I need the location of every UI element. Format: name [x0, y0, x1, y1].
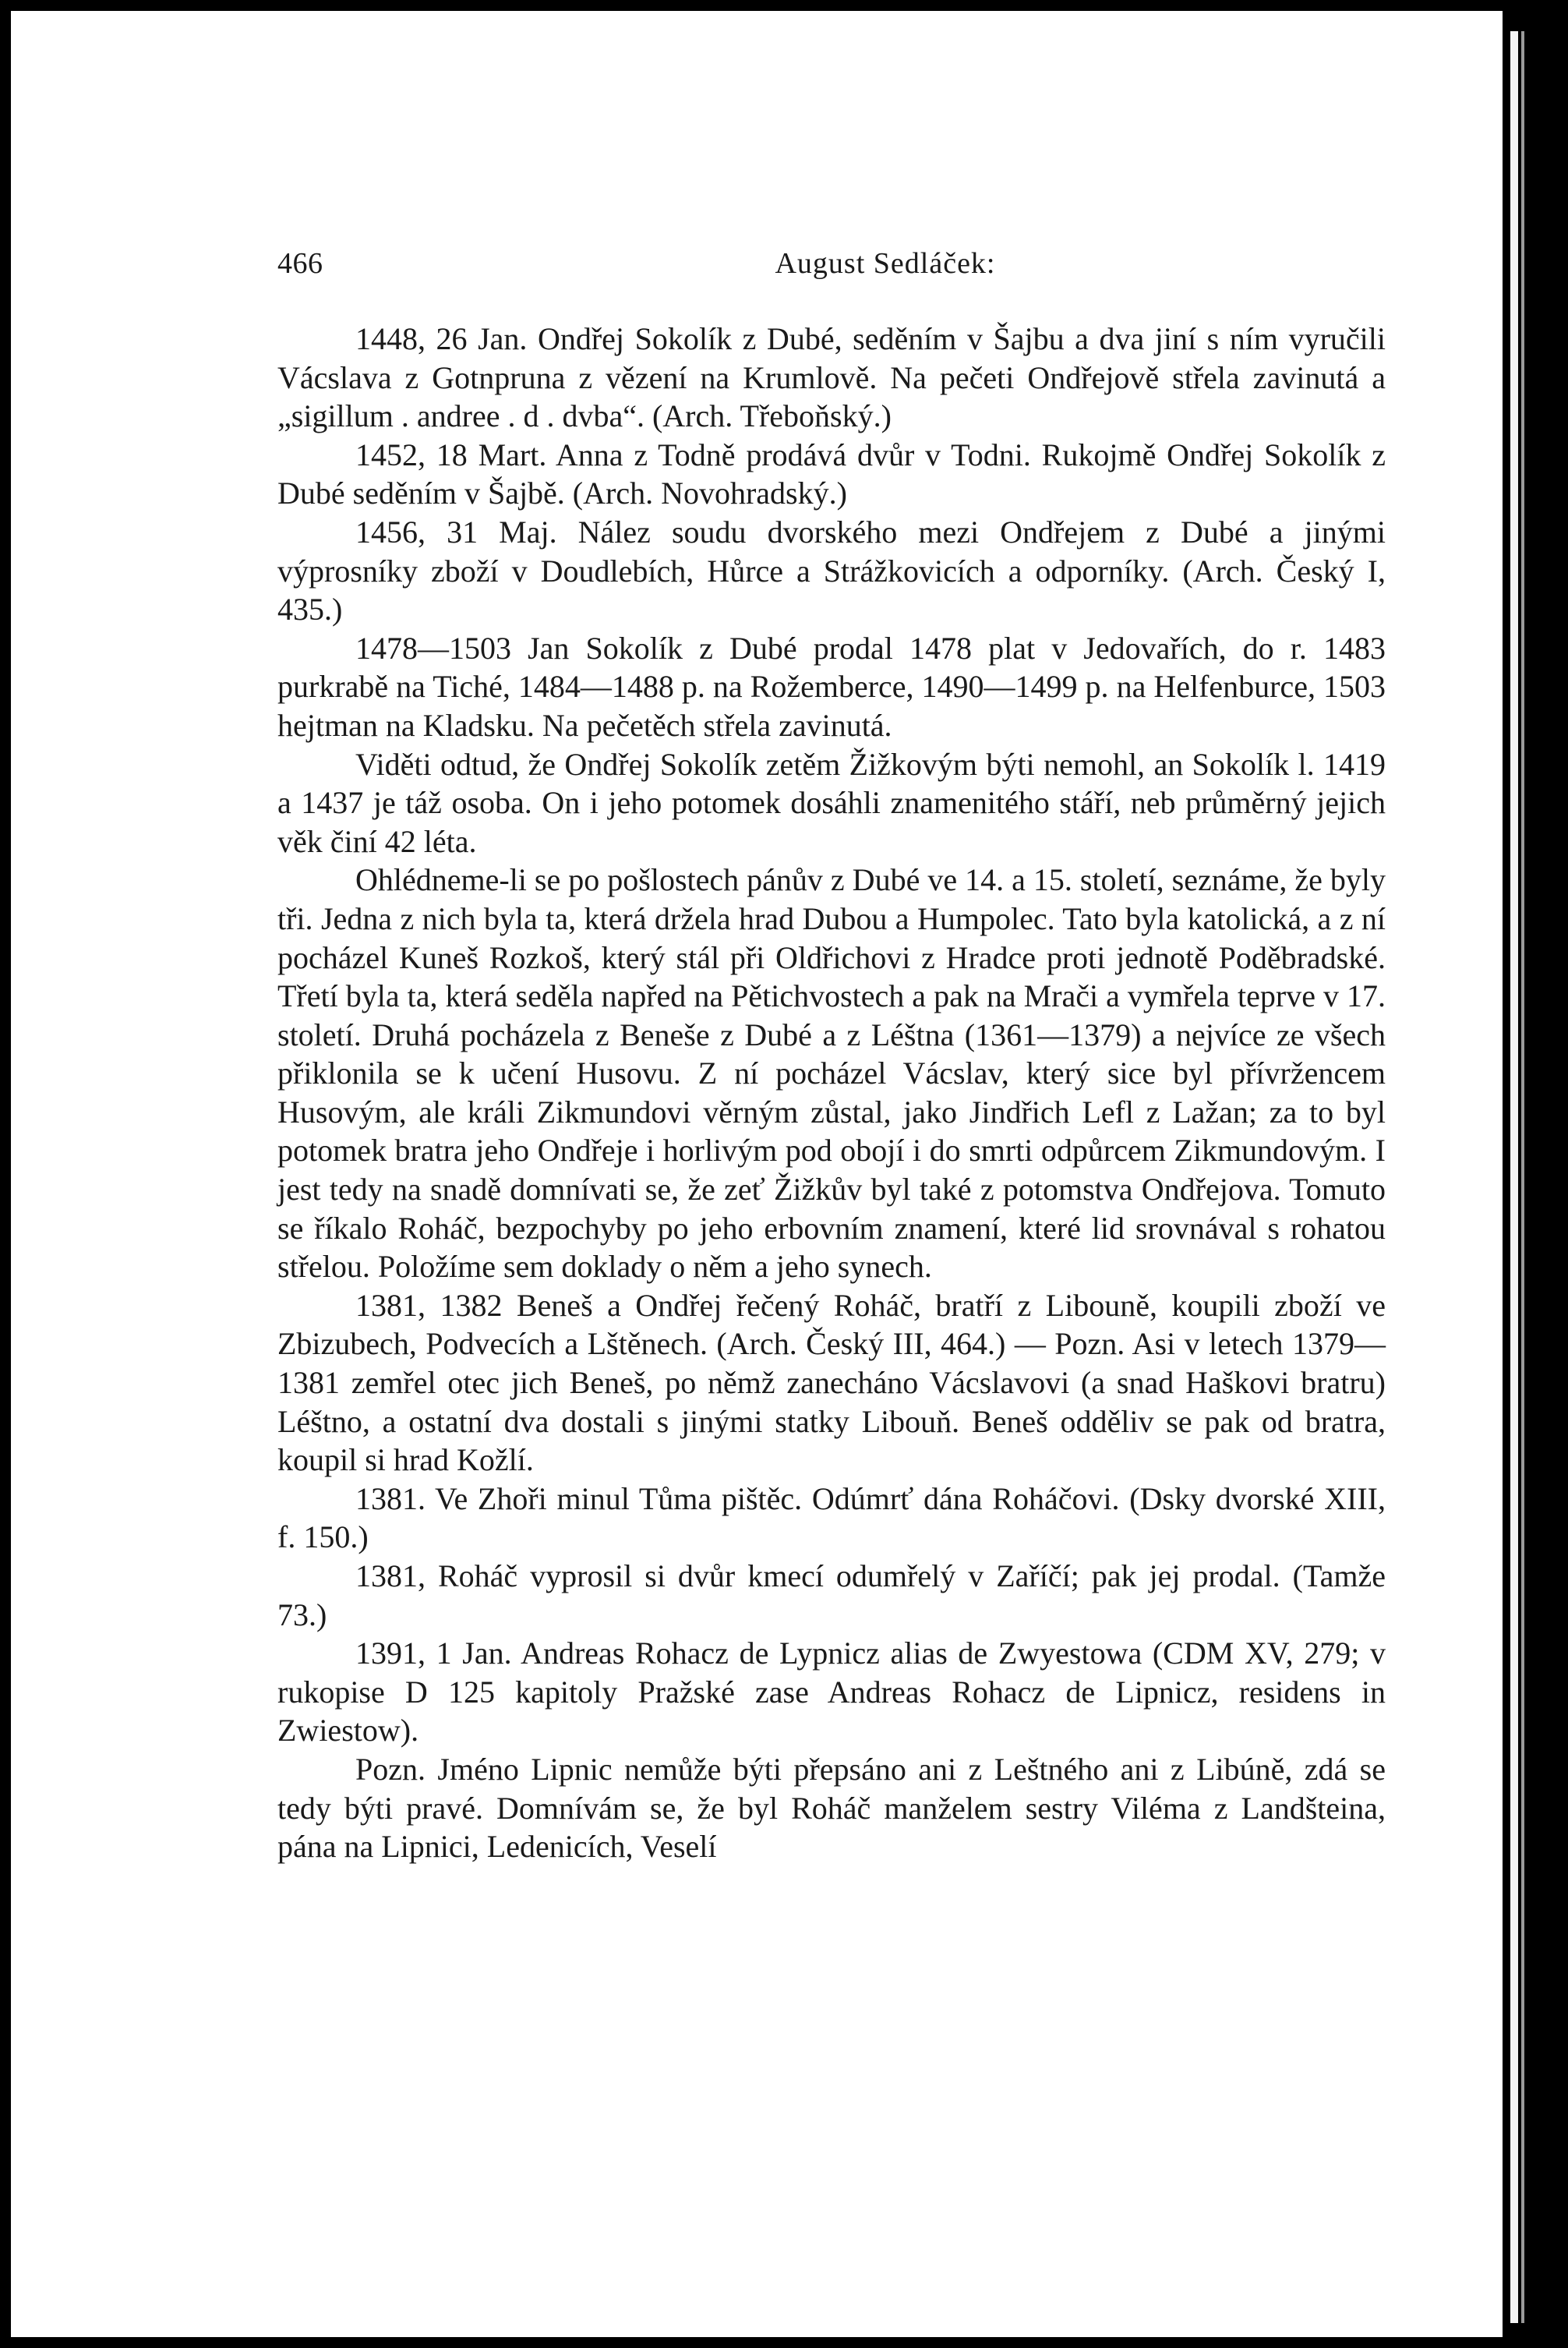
paragraph-1381-zhori: 1381. Ve Zhoři minul Tůma pištěc. Odúmrť dána Roháčovi. (Dsky dvorské XIII, f. 150.) [277, 1480, 1386, 1555]
page-edge-highlight [1510, 31, 1518, 2323]
paragraph-1448-sajbu: 1448, 26 Jan. Ondřej Sokolík z Dubé, seděním v Šajbu a dva jiní s ním vyručili Vácslava z Gotnpruna z vězení na Krumlově. Na pečeti Ondřejově střela zavinutá a „sigillum . andree . d . dvba“. (Arch. Třeboňský.) [277, 321, 1386, 434]
page-number: 466 [277, 247, 323, 280]
paragraph-1381-1382-benes: 1381, 1382 Beneš a Ondřej řečený Roháč, bratří z Libouně, koupili zboží ve Zbizubech, Podvecích a Lštěnech. (Arch. Český III, 464.) — Pozn. Asi v letech 1379—1381 zemřel otec jich Beneš, po němž zanecháno Vácslavovi (a snad Haškovi bratru) Léštno, a ostatní dva dostali s jinými statky Libouň. Beneš odděliv se pak od bratra, koupil si hrad Kožlí. [277, 1287, 1386, 1478]
running-head: August Sedláček: [775, 247, 996, 280]
page-edge-shadow [1521, 31, 1524, 2323]
paragraph-1478-jan-sokolik: 1478—1503 Jan Sokolík z Dubé prodal 1478 plat v Jedovařích, do r. 1483 purkrabě na Tiché, 1484—1488 p. na Rožemberce, 1490—1499 p. na Helfenburce, 1503 hejtman na Kladsku. Na pečetěch střela zavinutá. [277, 630, 1386, 743]
paragraph-1381-rohac: 1381, Roháč vyprosil si dvůr kmecí odumřelý v Zaříčí; pak jej prodal. (Tamže 73.) [277, 1558, 1386, 1632]
paragraph-1456-nalez: 1456, 31 Maj. Nález soudu dvorského mezi Ondřejem z Dubé a jinými výprosníky zboží v Doudlebích, Hůrce a Strážkovicích a odporníky. (Arch. Český I, 435.) [277, 514, 1386, 628]
paragraph-pozn-lipnic: Pozn. Jméno Lipnic nemůže býti přepsáno ani z Leštného ani z Libúně, zdá se tedy býti pravé. Domnívám se, že byl Roháč manželem sestry Viléma z Landšteina, pána na Lipnici, Ledenicích, Veselí [277, 1751, 1386, 1865]
page-header [277, 246, 1386, 284]
paragraph-ohledneme-li: Ohlédneme-li se po pošlostech pánův z Dubé ve 14. a 15. století, seznáme, že byly tři. Jedna z nich byla ta, která držela hrad Dubou a Humpolec. Tato byla katolická, a z ní pocházel Kuneš Rozkoš, který stál při Oldřichovi z Hradce proti jednotě Poděbradské. Třetí byla ta, která seděla napřed na Pětichvostech a pak na Mrači a vymřela teprve v 17. století. Druhá pocházela z Beneše z Dubé a z Léštna (1361—1379) a nejvíce ze všech přiklonila se k učení Husovu. Z ní pocházel Vácslav, který sice byl přívržencem Husovým, ale králi Zikmundovi věrným zůstal, jako Jindřich Lefl z Lažan; za to byl potomek bratra jeho Ondřeje i horlivým pod obojí i do smrti odpůrcem Zikmundovým. I jest tedy na snadě domnívati se, že zeť Žižkův byl také z potomstva Ondřejova. Tomuto se říkalo Roháč, bezpochyby po jeho erbovním znamení, které lid srovnával s rohatou střelou. Položíme sem doklady o něm a jeho synech. [277, 862, 1386, 1285]
body-text [277, 320, 1386, 1866]
scan-right-edge [1503, 0, 1568, 2348]
book-page [11, 11, 1503, 2337]
paragraph-videti-odtud: Viděti odtud, že Ondřej Sokolík zetěm Žižkovým býti nemohl, an Sokolík l. 1419 a 1437 je táž osoba. On i jeho potomek dosáhli znamenitého stáří, neb průměrný jejich věk činí 42 léta. [277, 746, 1386, 859]
paragraph-1391-andreas: 1391, 1 Jan. Andreas Rohacz de Lypnicz alias de Zwyestowa (CDM XV, 279; v rukopise D 125 kapitoly Pražské zase Andreas Rohacz de Lipnicz, residens in Zwiestow). [277, 1635, 1386, 1749]
paragraph-1452-todne: 1452, 18 Mart. Anna z Todně prodává dvůr v Todni. Rukojmě Ondřej Sokolík z Dubé seděním v Šajbě. (Arch. Novohradský.) [277, 437, 1386, 511]
